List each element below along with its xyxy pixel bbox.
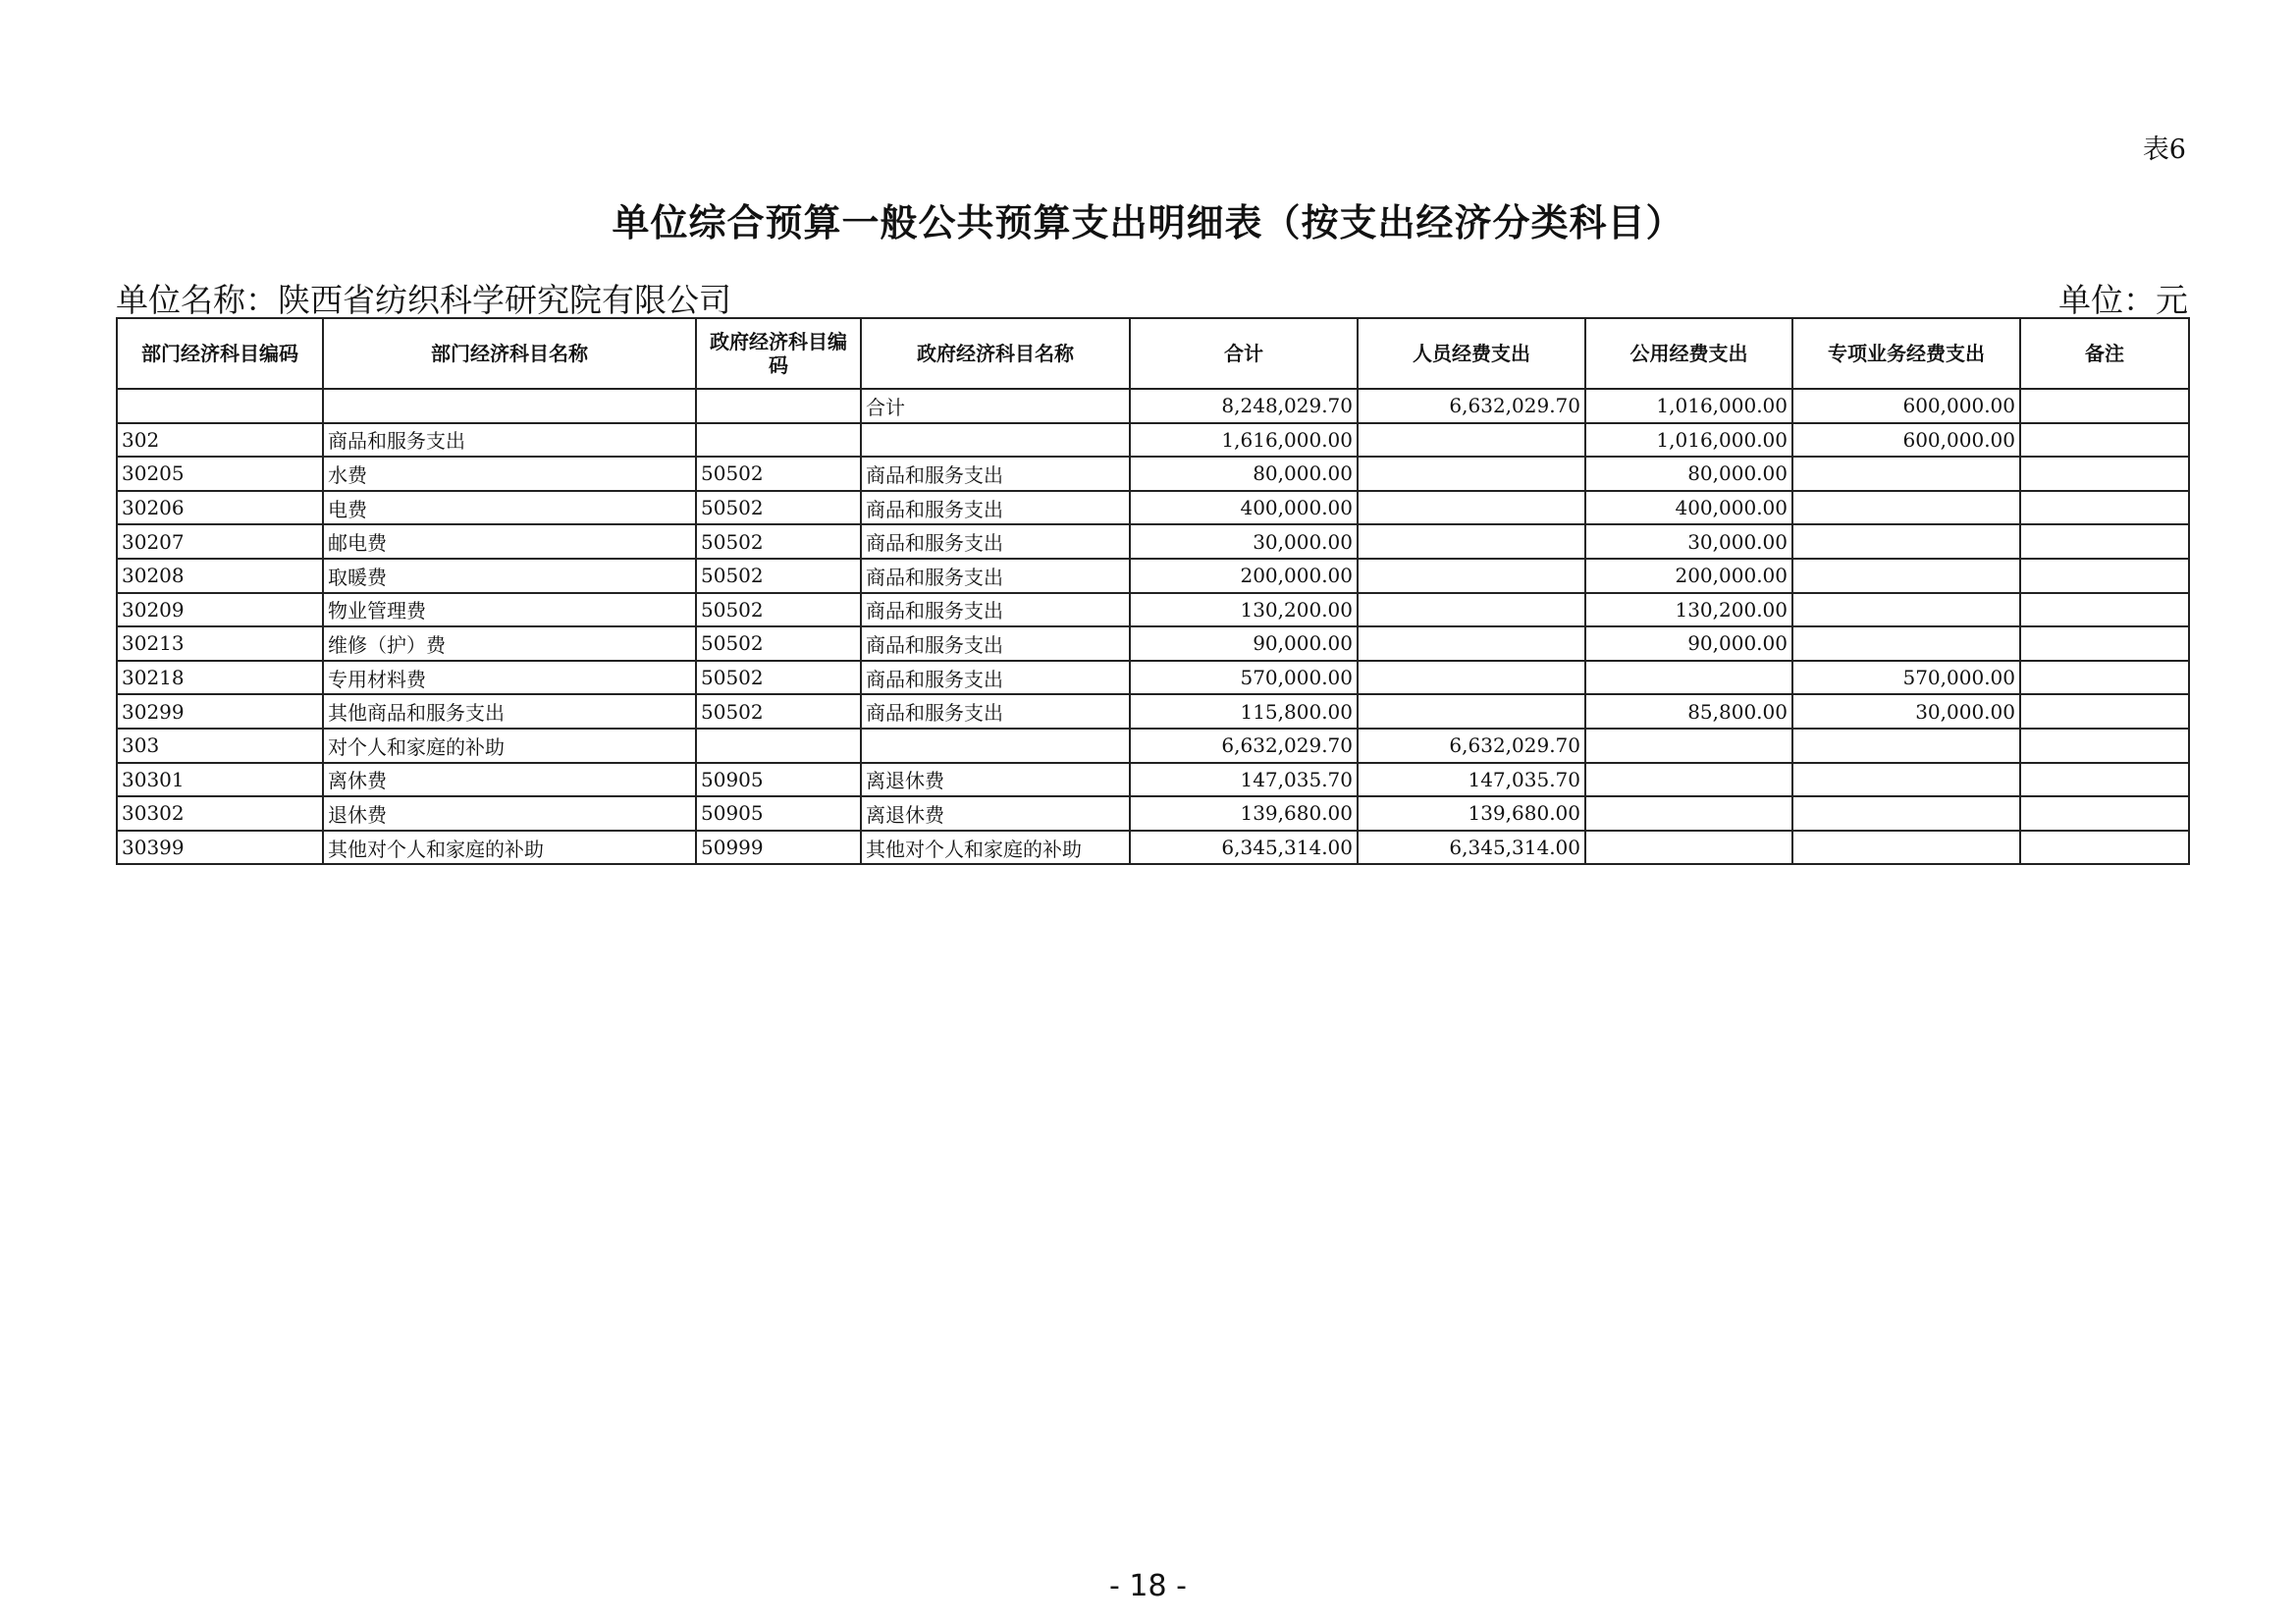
cell-dept-code: 30399 xyxy=(117,831,323,865)
cell-personnel xyxy=(1358,524,1585,559)
cell-gov-name: 商品和服务支出 xyxy=(861,559,1130,593)
cell-dept-code: 30302 xyxy=(117,796,323,831)
cell-public: 200,000.00 xyxy=(1585,559,1792,593)
cell-special xyxy=(1792,457,2020,491)
cell-special: 600,000.00 xyxy=(1792,389,2020,423)
cell-personnel xyxy=(1358,694,1585,729)
cell-public xyxy=(1585,729,1792,763)
table-row xyxy=(117,694,2189,729)
cell-gov-name: 离退休费 xyxy=(861,763,1130,797)
cell-personnel: 6,632,029.70 xyxy=(1358,389,1585,423)
budget-table xyxy=(116,317,2190,865)
cell-total: 200,000.00 xyxy=(1130,559,1358,593)
cell-total: 90,000.00 xyxy=(1130,626,1358,661)
cell-public: 130,200.00 xyxy=(1585,593,1792,627)
cell-dept-code: 30206 xyxy=(117,491,323,525)
cell-dept-code: 30301 xyxy=(117,763,323,797)
table-number: 表6 xyxy=(2142,135,2186,165)
cell-note xyxy=(2020,796,2189,831)
cell-gov-name: 商品和服务支出 xyxy=(861,524,1130,559)
cell-note xyxy=(2020,831,2189,865)
cell-dept-code: 30207 xyxy=(117,524,323,559)
cell-special xyxy=(1792,831,2020,865)
cell-gov-name xyxy=(861,423,1130,458)
header-gov-name: 政府经济科目名称 xyxy=(861,318,1130,389)
cell-dept-name: 物业管理费 xyxy=(323,593,696,627)
header-personnel: 人员经费支出 xyxy=(1358,318,1585,389)
cell-dept-name: 邮电费 xyxy=(323,524,696,559)
table-row xyxy=(117,626,2189,661)
currency-unit: 单位：元 xyxy=(2058,281,2188,319)
cell-note xyxy=(2020,491,2189,525)
page-number: - 18 - xyxy=(1109,1569,1187,1603)
cell-special xyxy=(1792,626,2020,661)
table-row xyxy=(117,729,2189,763)
cell-dept-code xyxy=(117,389,323,423)
cell-dept-code: 30205 xyxy=(117,457,323,491)
cell-gov-name: 合计 xyxy=(861,389,1130,423)
cell-public: 80,000.00 xyxy=(1585,457,1792,491)
cell-public: 85,800.00 xyxy=(1585,694,1792,729)
cell-total: 30,000.00 xyxy=(1130,524,1358,559)
cell-public: 90,000.00 xyxy=(1585,626,1792,661)
cell-special: 30,000.00 xyxy=(1792,694,2020,729)
cell-special xyxy=(1792,593,2020,627)
cell-special xyxy=(1792,729,2020,763)
cell-dept-name: 专用材料费 xyxy=(323,661,696,695)
cell-special: 600,000.00 xyxy=(1792,423,2020,458)
cell-gov-code: 50502 xyxy=(696,491,861,525)
table-row xyxy=(117,661,2189,695)
cell-note xyxy=(2020,457,2189,491)
cell-personnel: 147,035.70 xyxy=(1358,763,1585,797)
cell-public xyxy=(1585,831,1792,865)
cell-special xyxy=(1792,796,2020,831)
cell-gov-code: 50502 xyxy=(696,661,861,695)
cell-gov-name: 商品和服务支出 xyxy=(861,626,1130,661)
header-note: 备注 xyxy=(2020,318,2189,389)
table-row xyxy=(117,423,2189,458)
header-gov-code: 政府经济科目编码 xyxy=(696,318,861,389)
cell-personnel xyxy=(1358,626,1585,661)
cell-total: 80,000.00 xyxy=(1130,457,1358,491)
cell-gov-code: 50905 xyxy=(696,796,861,831)
cell-total: 400,000.00 xyxy=(1130,491,1358,525)
cell-dept-name: 退休费 xyxy=(323,796,696,831)
cell-personnel: 6,345,314.00 xyxy=(1358,831,1585,865)
unit-info-row xyxy=(116,275,2188,321)
cell-note xyxy=(2020,524,2189,559)
cell-gov-code xyxy=(696,423,861,458)
cell-gov-code: 50502 xyxy=(696,524,861,559)
cell-note xyxy=(2020,763,2189,797)
cell-gov-name xyxy=(861,729,1130,763)
cell-total: 570,000.00 xyxy=(1130,661,1358,695)
table-row xyxy=(117,457,2189,491)
header-total: 合计 xyxy=(1130,318,1358,389)
cell-gov-name: 离退休费 xyxy=(861,796,1130,831)
cell-gov-code: 50502 xyxy=(696,559,861,593)
cell-personnel xyxy=(1358,423,1585,458)
cell-total: 147,035.70 xyxy=(1130,763,1358,797)
cell-note xyxy=(2020,389,2189,423)
cell-gov-code: 50502 xyxy=(696,626,861,661)
cell-dept-name: 维修（护）费 xyxy=(323,626,696,661)
cell-gov-name: 商品和服务支出 xyxy=(861,457,1130,491)
header-dept-name: 部门经济科目名称 xyxy=(323,318,696,389)
cell-personnel xyxy=(1358,491,1585,525)
cell-note xyxy=(2020,694,2189,729)
table-row xyxy=(117,491,2189,525)
cell-dept-name: 其他对个人和家庭的补助 xyxy=(323,831,696,865)
cell-gov-code: 50502 xyxy=(696,593,861,627)
cell-note xyxy=(2020,593,2189,627)
cell-dept-name: 离休费 xyxy=(323,763,696,797)
cell-total: 115,800.00 xyxy=(1130,694,1358,729)
cell-dept-name: 水费 xyxy=(323,457,696,491)
cell-gov-code: 50502 xyxy=(696,694,861,729)
table-row xyxy=(117,524,2189,559)
cell-personnel: 139,680.00 xyxy=(1358,796,1585,831)
cell-dept-code: 30209 xyxy=(117,593,323,627)
cell-dept-name: 对个人和家庭的补助 xyxy=(323,729,696,763)
document-title: 单位综合预算一般公共预算支出明细表（按支出经济分类科目） xyxy=(612,201,1684,244)
cell-total: 1,616,000.00 xyxy=(1130,423,1358,458)
table-row xyxy=(117,389,2189,423)
table-row xyxy=(117,763,2189,797)
cell-special xyxy=(1792,559,2020,593)
cell-gov-name: 商品和服务支出 xyxy=(861,491,1130,525)
cell-public xyxy=(1585,796,1792,831)
cell-gov-code: 50999 xyxy=(696,831,861,865)
cell-public: 1,016,000.00 xyxy=(1585,389,1792,423)
unit-name: 单位名称：陕西省纺织科学研究院有限公司 xyxy=(116,281,731,319)
cell-note xyxy=(2020,559,2189,593)
cell-public: 30,000.00 xyxy=(1585,524,1792,559)
cell-total: 130,200.00 xyxy=(1130,593,1358,627)
cell-special xyxy=(1792,524,2020,559)
header-special: 专项业务经费支出 xyxy=(1792,318,2020,389)
cell-special xyxy=(1792,491,2020,525)
cell-note xyxy=(2020,423,2189,458)
table-header-row xyxy=(117,318,2189,389)
cell-personnel xyxy=(1358,661,1585,695)
cell-total: 6,345,314.00 xyxy=(1130,831,1358,865)
cell-personnel xyxy=(1358,559,1585,593)
table-row xyxy=(117,593,2189,627)
table-row xyxy=(117,831,2189,865)
cell-gov-name: 商品和服务支出 xyxy=(861,661,1130,695)
cell-dept-code: 30218 xyxy=(117,661,323,695)
cell-dept-name: 电费 xyxy=(323,491,696,525)
cell-dept-name xyxy=(323,389,696,423)
cell-gov-code: 50502 xyxy=(696,457,861,491)
cell-personnel: 6,632,029.70 xyxy=(1358,729,1585,763)
header-dept-code: 部门经济科目编码 xyxy=(117,318,323,389)
cell-special: 570,000.00 xyxy=(1792,661,2020,695)
cell-total: 139,680.00 xyxy=(1130,796,1358,831)
table-body xyxy=(117,389,2189,864)
cell-gov-name: 商品和服务支出 xyxy=(861,694,1130,729)
cell-total: 8,248,029.70 xyxy=(1130,389,1358,423)
cell-note xyxy=(2020,661,2189,695)
cell-public xyxy=(1585,763,1792,797)
cell-note xyxy=(2020,729,2189,763)
cell-public: 400,000.00 xyxy=(1585,491,1792,525)
table-row xyxy=(117,796,2189,831)
table-row xyxy=(117,559,2189,593)
cell-dept-code: 303 xyxy=(117,729,323,763)
cell-gov-code: 50905 xyxy=(696,763,861,797)
cell-gov-code xyxy=(696,389,861,423)
cell-gov-name: 其他对个人和家庭的补助 xyxy=(861,831,1130,865)
cell-personnel xyxy=(1358,593,1585,627)
cell-special xyxy=(1792,763,2020,797)
cell-total: 6,632,029.70 xyxy=(1130,729,1358,763)
header-public: 公用经费支出 xyxy=(1585,318,1792,389)
cell-dept-name: 商品和服务支出 xyxy=(323,423,696,458)
cell-gov-name: 商品和服务支出 xyxy=(861,593,1130,627)
cell-dept-code: 302 xyxy=(117,423,323,458)
cell-dept-name: 取暖费 xyxy=(323,559,696,593)
cell-personnel xyxy=(1358,457,1585,491)
cell-public: 1,016,000.00 xyxy=(1585,423,1792,458)
cell-public xyxy=(1585,661,1792,695)
cell-dept-code: 30299 xyxy=(117,694,323,729)
cell-gov-code xyxy=(696,729,861,763)
cell-dept-code: 30213 xyxy=(117,626,323,661)
cell-dept-code: 30208 xyxy=(117,559,323,593)
cell-dept-name: 其他商品和服务支出 xyxy=(323,694,696,729)
cell-note xyxy=(2020,626,2189,661)
